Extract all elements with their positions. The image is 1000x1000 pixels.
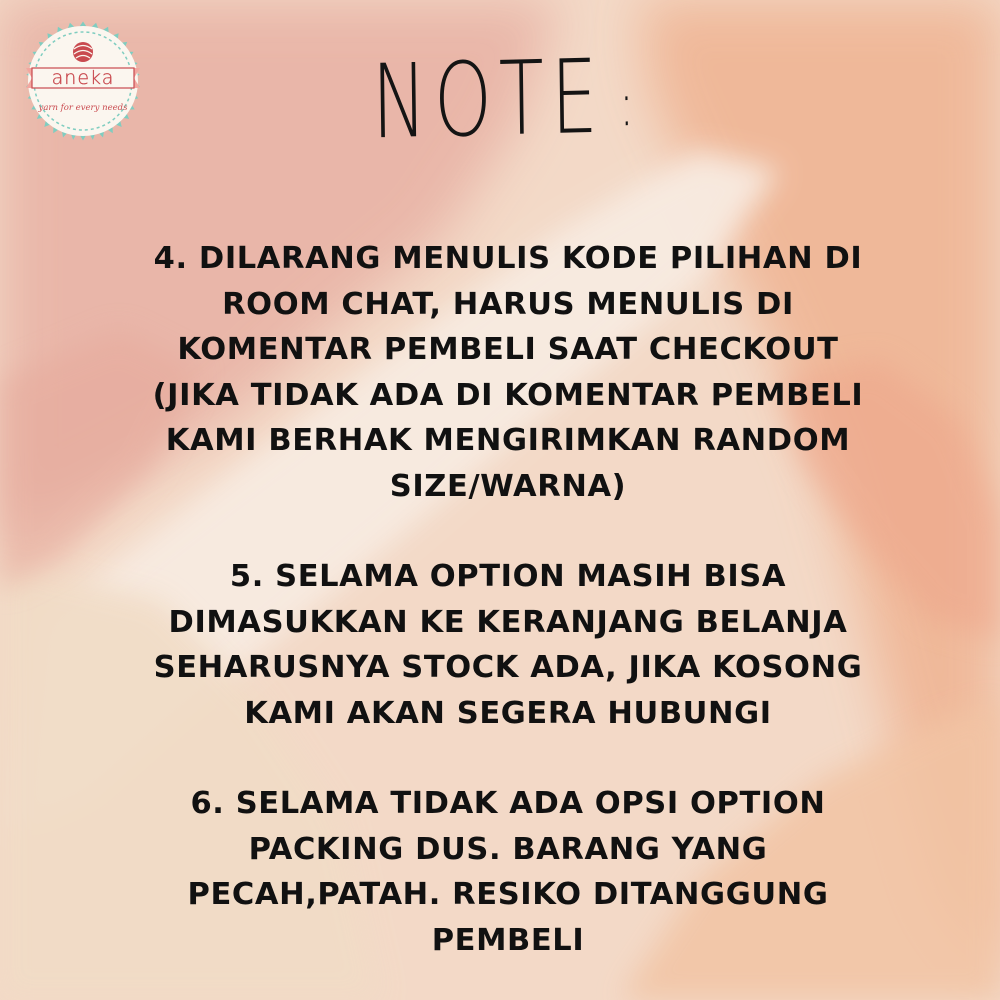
note-line: DIMASUKKAN KE KERANJANG BELANJA [168,604,848,640]
note-line: 6. SELAMA TIDAK ADA OPSI OPTION [190,786,826,821]
note-line: KAMI AKAN SEGERA HUBUNGI [244,695,772,731]
title-colon: : [618,70,635,141]
note-line: ROOM CHAT, HARUS MENULIS DI [222,286,794,322]
page-title [142,31,863,167]
note-line: KOMENTAR PEMBELI SAAT CHECKOUT [177,332,839,367]
note-item [150,781,866,963]
note-item [150,554,866,736]
aneka-logo [10,8,156,154]
yarn-ball-icon [73,42,93,62]
note-line: 4. DILARANG MENULIS KODE PILIHAN DI [153,241,863,276]
notes-list [150,236,866,1000]
note-line: PECAH,PATAH. RESIKO DITANGGUNG [187,877,829,912]
note-line: PACKING DUS. BARANG YANG [248,831,768,867]
title-text: NOTE [371,37,606,163]
note-item [150,236,866,509]
logo-brand-text: aneka [51,67,115,89]
note-line: 5. SELAMA OPTION MASIH BISA [229,559,787,594]
note-line: (JIKA TIDAK ADA DI KOMENTAR PEMBELI [152,377,864,413]
note-line: PEMBELI [431,922,585,958]
note-line: SEHARUSNYA STOCK ADA, JIKA KOSONG [153,650,863,685]
note-line: KAMI BERHAK MENGIRIMKAN RANDOM [165,423,851,458]
logo-tagline-text: yarn for every needs [38,103,128,113]
note-line: SIZE/WARNA) [389,468,627,504]
